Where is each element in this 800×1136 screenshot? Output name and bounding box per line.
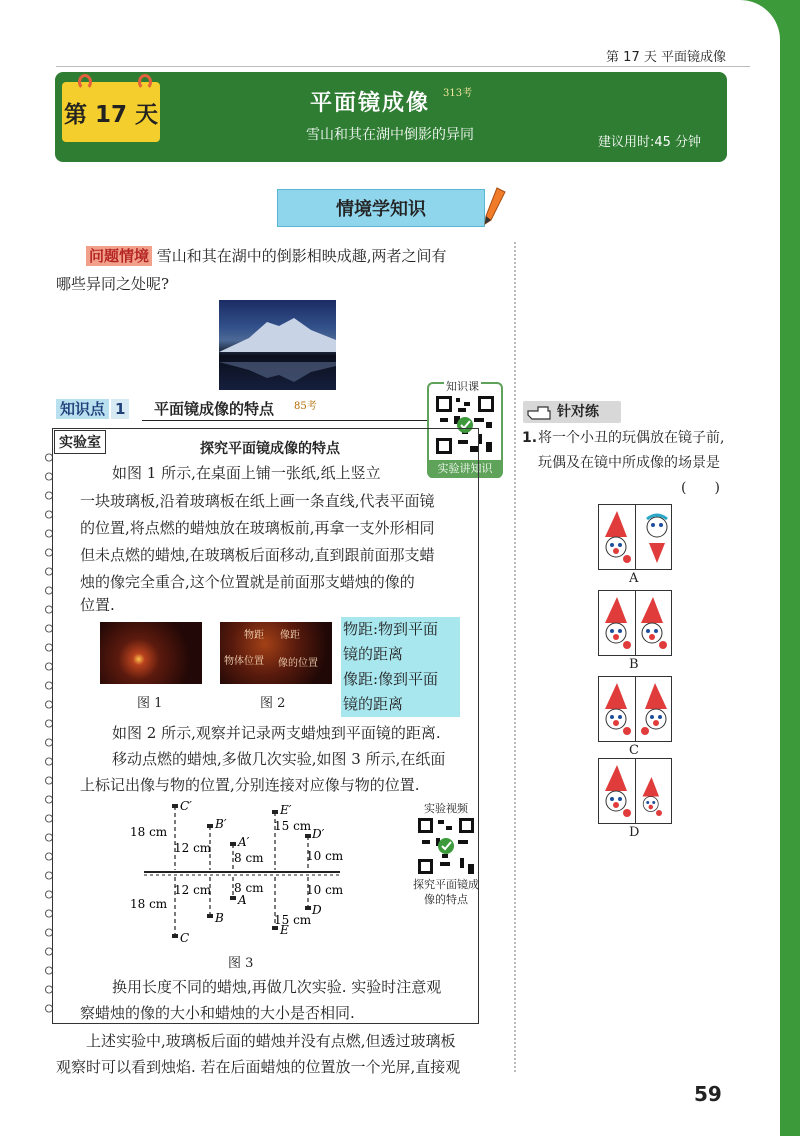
- video-qr-code-icon[interactable]: [416, 816, 476, 876]
- point-c: C: [180, 931, 190, 945]
- running-header: 第 17 天 平面镜成像: [606, 50, 726, 65]
- body-paragraph: 上述实验中,玻璃板后面的蜡烛并没有点燃,但透过玻璃板: [86, 1032, 456, 1050]
- scenario-line-1: 问题情境 雪山和其在湖中的倒影相映成趣,两者之间有: [86, 242, 506, 270]
- distance-label: 12 cm: [174, 841, 212, 855]
- knowledge-exam-count: 85考: [294, 401, 317, 412]
- scenario-line-2: 哪些异同之处呢?: [56, 275, 170, 293]
- figure-1-photo: [100, 622, 202, 684]
- practice-header: 针对练: [523, 401, 621, 423]
- lab-paragraph-2: 如图 2 所示,观察并记录两支蜡烛到平面镜的距离.: [112, 724, 441, 742]
- distance-label: 8 cm: [234, 881, 264, 895]
- point-d: D: [312, 903, 322, 917]
- figure-2-caption: 图 2: [260, 696, 286, 711]
- lab-title: 探究平面镜成像的特点: [200, 441, 340, 457]
- day-badge: 第 17 天: [62, 82, 160, 142]
- header-divider: [56, 66, 750, 67]
- option-a-image[interactable]: [598, 504, 672, 570]
- calendar-ring-icon: [78, 74, 92, 90]
- distance-label: 18 cm: [130, 897, 168, 911]
- lab-paragraph-4: 换用长度不同的蜡烛,再做几次实验. 实验时注意观: [112, 978, 442, 996]
- video-qr-label: 实验视频: [424, 802, 468, 815]
- video-qr-caption: 探究平面镜成像的特点: [413, 878, 479, 906]
- lab-paragraph-1: 位置.: [80, 596, 115, 614]
- distance-label: 10 cm: [306, 849, 344, 863]
- point-e-prime: E′: [280, 803, 292, 817]
- title-exam-count: 313考: [443, 88, 473, 99]
- lab-label: 实验室: [54, 430, 106, 454]
- lab-paragraph-4: 察蜡烛的像的大小和蜡烛的大小是否相同.: [80, 1004, 355, 1022]
- figure-1-caption: 图 1: [137, 696, 163, 711]
- option-d-label[interactable]: D: [629, 825, 640, 840]
- distance-label: 8 cm: [234, 851, 264, 865]
- fig2-label: 像的位置: [278, 658, 318, 669]
- pointing-hand-icon: [526, 403, 552, 421]
- distance-label: 12 cm: [174, 883, 212, 897]
- lab-paragraph-1: 烛的像完全重合,这个位置就是前面那支蜡烛的像的: [80, 573, 415, 591]
- point-a-prime: A′: [238, 835, 250, 849]
- option-c-label[interactable]: C: [629, 743, 639, 758]
- knowledge-point-label: 知识点 1: [56, 398, 129, 419]
- point-e: E: [280, 923, 289, 937]
- lesson-qr-caption: 实验讲知识: [428, 460, 502, 478]
- chapter-title: 平面镜成像: [309, 91, 430, 116]
- pencil-icon: [483, 186, 507, 226]
- body-paragraph: 观察时可以看到烛焰. 若在后面蜡烛的位置放一个光屏,直接观: [56, 1058, 461, 1076]
- column-divider: [514, 242, 516, 1072]
- option-a-label[interactable]: A: [629, 571, 639, 586]
- fig2-label: 像距: [280, 630, 300, 641]
- lab-paragraph-1: 一块玻璃板,沿着玻璃板在纸上画一条直线,代表平面镜: [80, 492, 435, 510]
- option-c-image[interactable]: [598, 676, 672, 742]
- lab-paragraph-1: 的位置,将点燃的蜡烛放在玻璃板前,再拿一支外形相同: [80, 519, 435, 537]
- distance-label: 10 cm: [306, 883, 344, 897]
- lab-paragraph-1: 但未点燃的蜡烛,在玻璃板后面移动,直到跟前面那支蜡: [80, 546, 435, 564]
- answer-bracket[interactable]: ( ): [681, 480, 720, 496]
- knowledge-point-title: 平面镜成像的特点: [154, 400, 275, 418]
- distance-label: 15 cm: [274, 819, 312, 833]
- definition-note: 物距:物到平面 镜的距离 像距:像到平面 镜的距离: [341, 617, 460, 717]
- distance-label: 15 cm: [274, 913, 312, 927]
- calendar-ring-icon: [138, 74, 152, 90]
- scenario-tag: 问题情境: [86, 246, 152, 266]
- option-d-image[interactable]: [598, 758, 672, 824]
- knowledge-underline: [142, 420, 430, 421]
- page-number: 59: [694, 1082, 722, 1106]
- fig2-label: 物体位置: [224, 656, 264, 667]
- question-text: 将一个小丑的玩偶放在镜子前,玩偶及在镜中所成像的场景是: [538, 430, 725, 471]
- point-b: B: [215, 911, 224, 925]
- lab-paragraph-1: 如图 1 所示,在桌面上铺一张纸,纸上竖立: [112, 464, 381, 482]
- question-number: 1.: [522, 430, 538, 446]
- lesson-qr-label: 知识课: [446, 380, 479, 393]
- lab-paragraph-3: 上标记出像与物的位置,分别连接对应像与物的位置.: [80, 776, 420, 794]
- snow-mountain-photo: [219, 300, 336, 390]
- option-b-image[interactable]: [598, 590, 672, 656]
- section-tab: 情境学知识: [277, 189, 485, 227]
- figure-3-diagram: [130, 800, 350, 950]
- fig2-label: 物距: [244, 630, 264, 641]
- point-a: A: [238, 893, 247, 907]
- lab-paragraph-3: 移动点燃的蜡烛,多做几次实验,如图 3 所示,在纸面: [112, 750, 446, 768]
- point-c-prime: C′: [180, 800, 192, 813]
- option-b-label[interactable]: B: [629, 657, 639, 672]
- chapter-subtitle: 雪山和其在湖中倒影的异同: [306, 127, 474, 143]
- suggested-time: 建议用时:45 分钟: [598, 135, 702, 150]
- point-b-prime: B′: [215, 817, 227, 831]
- figure-2-photo: [220, 622, 332, 684]
- distance-label: 18 cm: [130, 825, 168, 839]
- point-d-prime: D′: [312, 827, 325, 841]
- figure-3-caption: 图 3: [228, 956, 254, 971]
